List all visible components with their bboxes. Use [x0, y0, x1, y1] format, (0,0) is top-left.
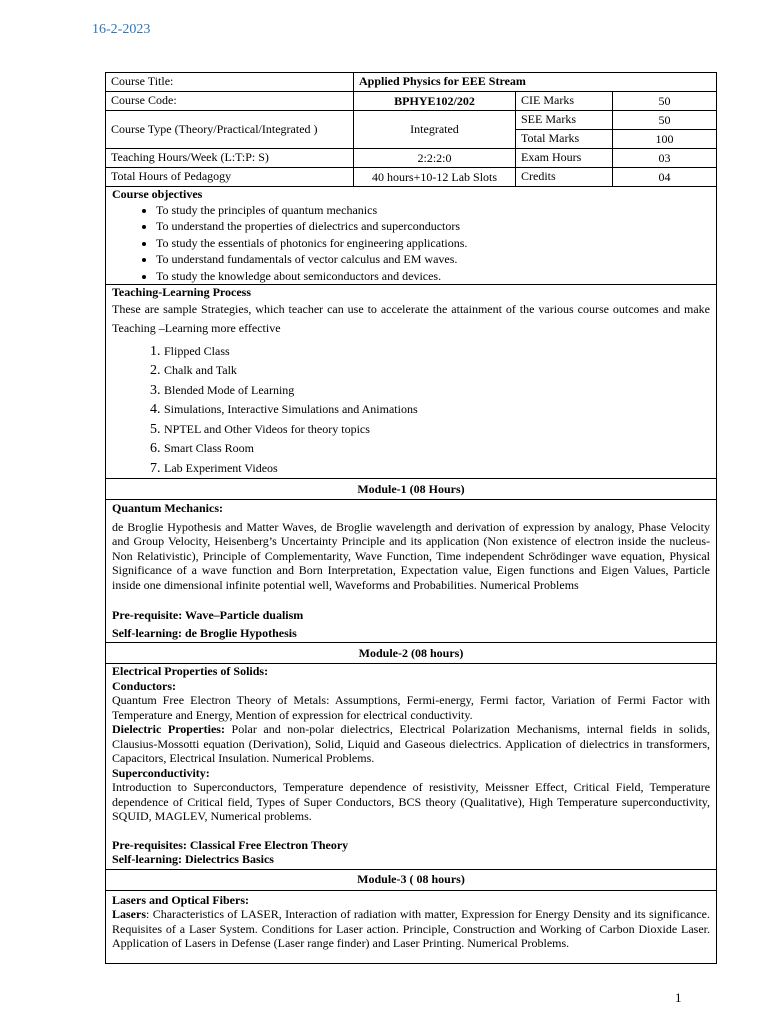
lasers-body: : Characteristics of LASER, Interaction of radiation with matter, Expression for Energy Density and its significance. Requisites of a Laser System. Conditions for Laser action. Principle, Construction and Working of Carbon Dioxide Laser. Application of Lasers in Defense (Laser range finder) and Laser Printing. Numerical Problems.: [112, 907, 711, 950]
objective-item: • To study the knowledge about semiconductors and devices.: [156, 268, 710, 285]
objective-item: • To understand fundamentals of vector calculus and EM waves.: [156, 251, 710, 268]
strategy-item: 5. NPTEL and Other Videos for theory topics: [164, 420, 710, 440]
document-date: 16-2-2023: [92, 22, 151, 37]
module-1-heading: Module-1 (08 Hours): [106, 479, 717, 500]
course-type-label: Course Type (Theory/Practical/Integrated ): [106, 111, 354, 149]
teaching-hours-value: 2:2:2:0: [354, 149, 516, 168]
see-marks-value: 50: [613, 111, 717, 130]
lasers-title: Lasers: [112, 907, 146, 921]
pedagogy-row: [106, 168, 717, 187]
module-2-content: [106, 664, 717, 870]
course-type-value: Integrated: [354, 111, 516, 149]
dielectric-paragraph: [112, 722, 710, 766]
objectives-list: [112, 202, 710, 285]
module-2-prerequisite: Pre-requisites: Classical Free Electron Theory: [112, 837, 349, 852]
module-2-heading-row: [106, 643, 717, 664]
course-code-label: Course Code:: [106, 92, 354, 111]
module-1-row: [106, 500, 717, 643]
teaching-learning-title: Teaching-Learning Process: [112, 285, 252, 299]
module-3-heading: Module-3 ( 08 hours): [106, 869, 717, 890]
exam-hours-value: 03: [613, 149, 717, 168]
module-2-topic: Electrical Properties of Solids:: [112, 664, 269, 678]
module-1-body: de Broglie Hypothesis and Matter Waves, de Broglie wavelength and derivation of expression by analogy, Phase Velocity and Group Velocity, Heisenberg’s Uncertainty Principle and its application (Non existence of electron inside the nucleus-Non Relativistic), Principle of Complementarity, Wave Function, Time independent Schrödinger wave equation, Physical Significance of a wave function and Born Interpretation, Expectation value, Eigen functions and Eigen Values, Particle inside one dimensional infinite potential well, Waveforms and Probabilities. Numerical Problems: [112, 519, 711, 592]
module-3-heading-row: [106, 869, 717, 890]
course-code-value: BPHYE102/202: [354, 92, 516, 111]
strategy-item: 7. Lab Experiment Videos: [164, 459, 710, 479]
course-title-label: Course Title:: [106, 73, 354, 92]
conductors-body: Quantum Free Electron Theory of Metals: Assumptions, Fermi-energy, Fermi factor, Variation of Fermi Factor with Temperature and Energy, Mention of expression for electrical conductivity.: [112, 693, 711, 722]
strategy-item: 1. Flipped Class: [164, 342, 710, 362]
objective-item: • To study the essentials of photonics for engineering applications.: [156, 235, 710, 252]
objective-item: • To study the principles of quantum mechanics: [156, 202, 710, 219]
module-1-heading-row: [106, 479, 717, 500]
teaching-learning-intro: These are sample Strategies, which teacher can use to accelerate the attainment of the various course outcomes and make Teaching –Learning more effective: [112, 301, 711, 335]
total-marks-label: Total Marks: [516, 130, 613, 149]
objective-item: • To understand the properties of dielectrics and superconductors: [156, 218, 710, 235]
module-2-row: [106, 664, 717, 870]
page-number: 1: [675, 990, 682, 1005]
superconductivity-title: Superconductivity:: [112, 765, 210, 780]
total-marks-value: 100: [613, 130, 717, 149]
module-1-prerequisite: Pre-requisite: Wave–Particle dualism: [112, 608, 304, 622]
teaching-learning-section: [106, 285, 717, 479]
cie-marks-label: CIE Marks: [516, 92, 613, 111]
strategy-item: 2. Chalk and Talk: [164, 361, 710, 381]
module-1-topic: Quantum Mechanics:: [112, 501, 223, 515]
module-3-row: [106, 890, 717, 963]
teaching-hours-label: Teaching Hours/Week (L:T:P: S): [106, 149, 354, 168]
course-type-row: [106, 111, 717, 130]
teaching-hours-row: [106, 149, 717, 168]
lasers-paragraph: [112, 907, 710, 951]
dielectric-body: Polar and non-polar dielectrics, Electrical Polarization Mechanisms, internal fields in solids, Clausius-Mossotti equation (Derivation), Solid, Liquid and Gaseous dielectrics. Application of dielectrics in transformers, Capacitors, Electrical Insulation. Numerical Problems.: [112, 722, 711, 765]
strategy-item: 3. Blended Mode of Learning: [164, 381, 710, 401]
credits-value: 04: [613, 168, 717, 187]
strategies-list: [112, 342, 710, 479]
course-objectives-section: [106, 187, 717, 285]
superconductivity-body: Introduction to Superconductors, Temperature dependence of resistivity, Meissner Effect, Critical Field, Temperature dependence of Critical field, Types of Super Conductors, BCS theory (Qualitative), High Temperature superconductivity, SQUID, MAGLEV, Numerical problems.: [112, 780, 711, 823]
conductors-title: Conductors:: [112, 678, 177, 693]
module-1-self-learning: Self-learning: de Broglie Hypothesis: [112, 626, 297, 640]
module-1-content: [106, 500, 717, 643]
module-3-content: [106, 890, 717, 963]
exam-hours-label: Exam Hours: [516, 149, 613, 168]
cie-marks-value: 50: [613, 92, 717, 111]
strategy-item: 4. Simulations, Interactive Simulations and Animations: [164, 400, 710, 420]
course-objectives-title: Course objectives: [112, 187, 203, 201]
course-title-value: Applied Physics for EEE Stream: [354, 73, 717, 92]
pedagogy-label: Total Hours of Pedagogy: [106, 168, 354, 187]
pedagogy-value: 40 hours+10-12 Lab Slots: [354, 168, 516, 187]
credits-label: Credits: [516, 168, 613, 187]
course-title-row: [106, 73, 717, 92]
teaching-process-row: [106, 285, 717, 479]
course-code-row: [106, 92, 717, 111]
course-syllabus-table: [105, 72, 717, 964]
module-2-self-learning: Self-learning: Dielectrics Basics: [112, 852, 274, 866]
module-3-topic: Lasers and Optical Fibers:: [112, 892, 249, 907]
module-2-heading: Module-2 (08 hours): [106, 643, 717, 664]
see-marks-label: SEE Marks: [516, 111, 613, 130]
objectives-row: [106, 187, 717, 285]
strategy-item: 6. Smart Class Room: [164, 439, 710, 459]
dielectric-title: Dielectric Properties:: [112, 722, 225, 736]
